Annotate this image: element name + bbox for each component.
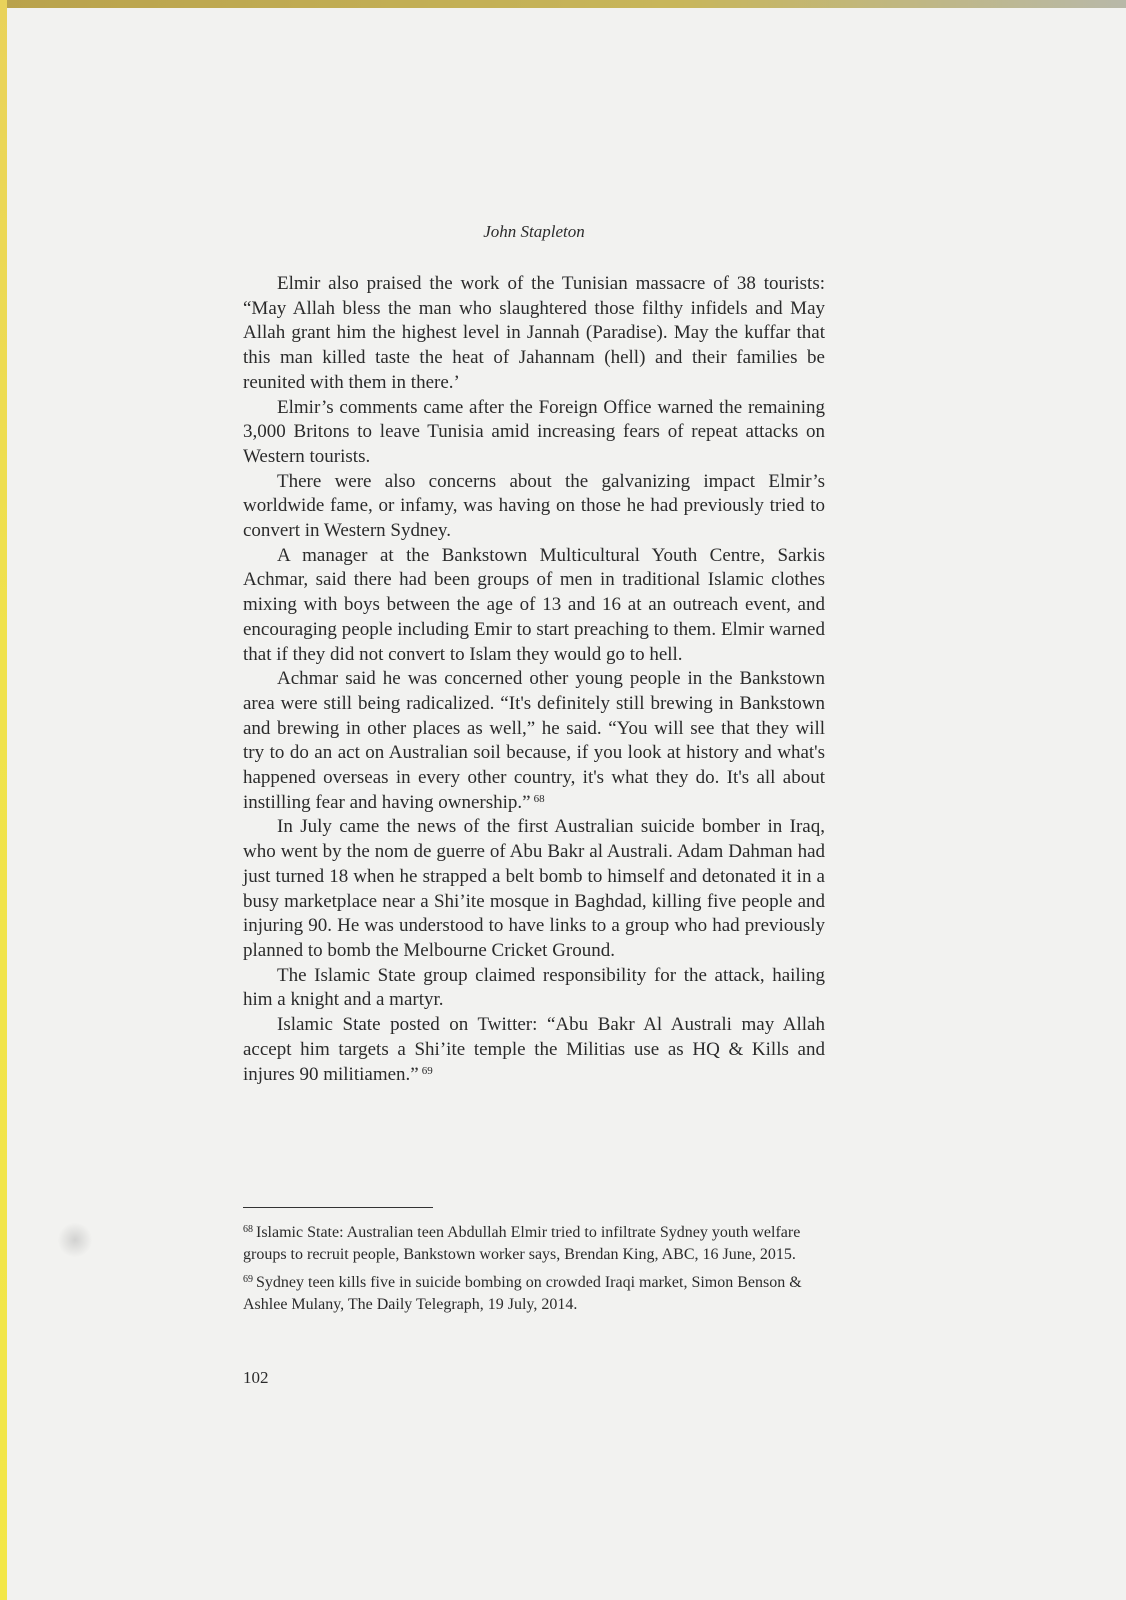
paragraph: The Islamic State group claimed responsibility for the attack, hailing him a knight and a martyr. xyxy=(243,964,825,1011)
footnote-text: Islamic State: Australian teen Abdullah Elmir tried to infiltrate Sydney youth welfare groups to recruit people, Bankstown worker says, Brendan King, ABC, 16 June, 2015. xyxy=(243,1224,801,1263)
book-page xyxy=(243,0,825,1600)
paragraph xyxy=(243,1013,825,1087)
footnote xyxy=(243,1272,825,1315)
footnotes xyxy=(243,1222,825,1322)
footnote-ref-68: 68 xyxy=(533,792,545,805)
paragraph: There were also concerns about the galvanizing impact Elmir’s worldwide fame, or infamy, was having on those he had previously tried to convert in Western Sydney. xyxy=(243,470,825,542)
paragraph-text: Islamic State posted on Twitter: “Abu Bakr Al Australi may Allah accept him targets a Shi’ite temple the Militias use as HQ & Kills and injures 90 militiamen.” xyxy=(243,1014,825,1085)
footnote-number: 69 xyxy=(243,1274,253,1285)
paragraph: In July came the news of the first Australian suicide bomber in Iraq, who went by the nom de guerre of Abu Bakr al Australi. Adam Dahman had just turned 18 when he strapped a belt bomb to himself and detonated it in a busy marketplace near a Shi’ite mosque in Baghdad, killing five people and injuring 90. He was understood to have links to a group who had previously planned to bomb the Melbourne Cricket Ground. xyxy=(243,816,825,961)
footnote-ref-69: 69 xyxy=(421,1064,433,1077)
footnote-number: 68 xyxy=(243,1224,253,1235)
footnote-divider xyxy=(243,1207,433,1208)
page-number: 102 xyxy=(243,1368,269,1387)
running-head: John Stapleton xyxy=(483,222,585,241)
footnote xyxy=(243,1222,825,1265)
footnote-text: Sydney teen kills five in suicide bombing on crowded Iraqi market, Simon Benson & Ashlee Mulany, The Daily Telegraph, 19 July, 2014. xyxy=(243,1274,802,1313)
paragraph-text: Achmar said he was concerned other young people in the Bankstown area were still being radicalized. “It's definitely still brewing in Bankstown and brewing in other places as well,” he said. “You will see that they will try to do an act on Australian soil because, if you look at history and what's happened overseas in every other country, it's what they do. It's all about instilling fear and having ownership.” xyxy=(243,668,825,813)
paragraph: Elmir also praised the work of the Tunisian massacre of 38 tourists: “May Allah bless the man who slaughtered those filthy infidels and May Allah grant him the highest level in Jannah (Paradise). May the kuffar that this man killed taste the heat of Jahannam (hell) and their families be reunited with them in there.’ xyxy=(243,273,825,393)
paragraph xyxy=(243,667,825,815)
body-text xyxy=(243,272,825,1087)
paragraph: A manager at the Bankstown Multicultural Youth Centre, Sarkis Achmar, said there had been groups of men in traditional Islamic clothes mixing with boys between the age of 13 and 16 at an outreach event, and encouraging people including Emir to start preaching to them. Elmir warned that if they did not convert to Islam they would go to hell. xyxy=(243,544,825,665)
page-smudge xyxy=(58,1222,92,1258)
scan-edge-left xyxy=(0,0,7,1600)
paragraph: Elmir’s comments came after the Foreign Office warned the remaining 3,000 Britons to leave Tunisia amid increasing fears of repeat attacks on Western tourists. xyxy=(243,396,825,467)
